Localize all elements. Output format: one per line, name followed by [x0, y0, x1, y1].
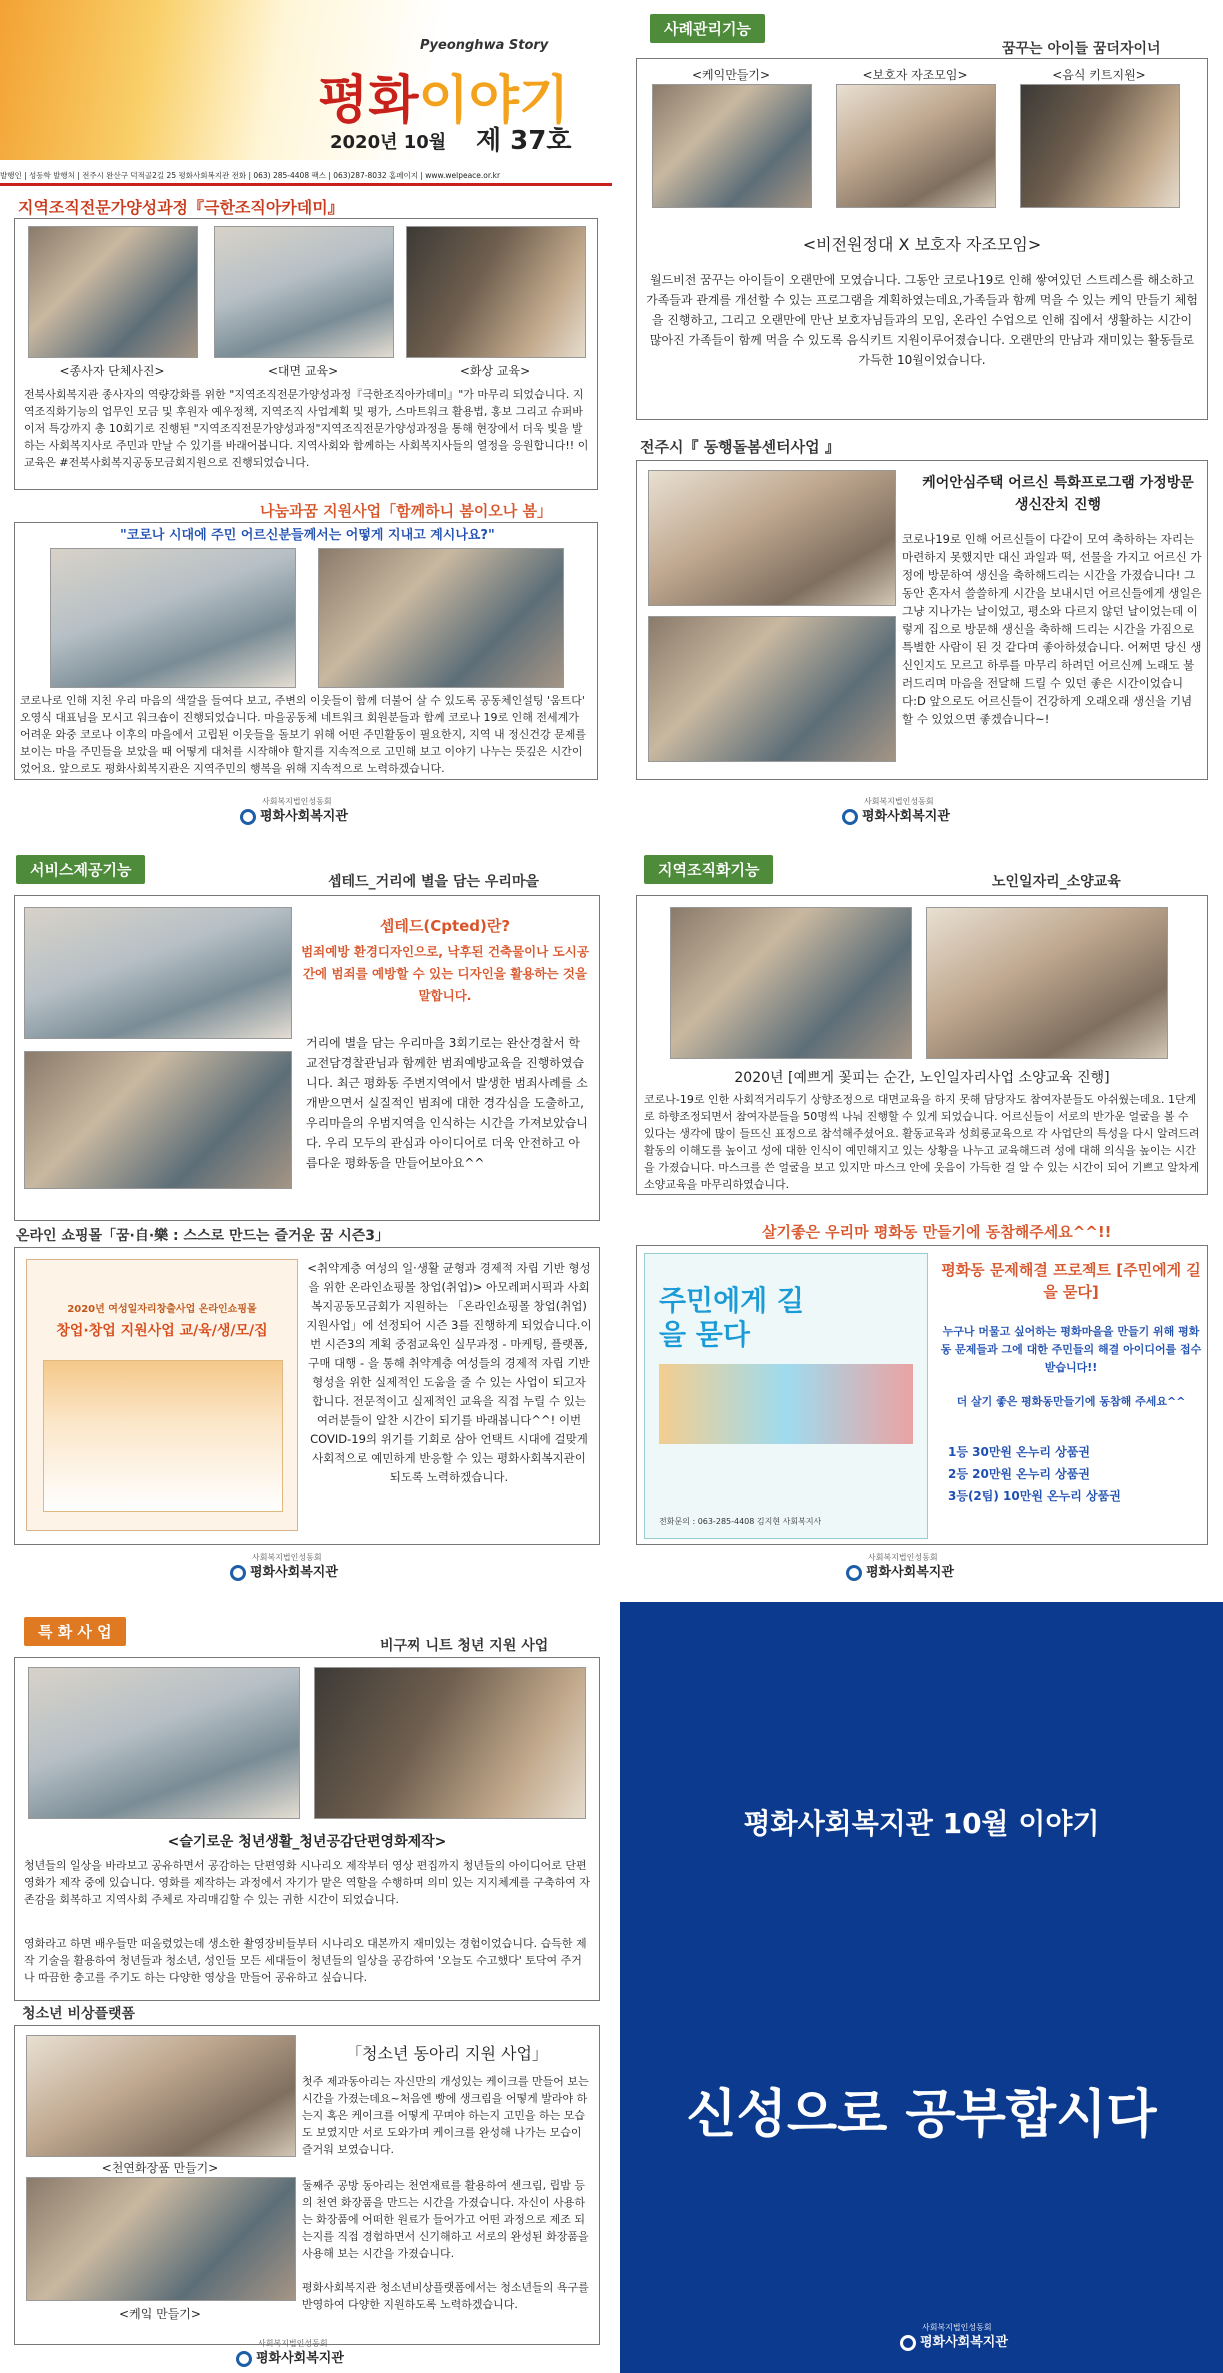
p3-s2-body: <취약계층 여성의 일·생활 균형과 경제적 자립 기반 형성을 위한 온라인쇼핑몰 창업(취업)> 아모레퍼시픽과 사회복지공동모금회가 지원하는 「온라인쇼핑몰 창업(취업)지원사업」에 선정되어 시즌 3를 진행하게 되었습니다.이번 시즌3의 계획 중점교육인 실무과정 - 마케팅, 플랫폼, 구매 대행 - 을 통해 취약계층 여성들의 경제적 자립 기반 형성을 위한 실제적인 도움을 줄 수 있는 사업이 되고자 합니다. 전문적이고 실제적인 교육을 직접 누릴 수 있는 여러분들이 알찬 시간이 되기를 바래봅니다^^! 이번 COVID-19의 위기를 기회로 삼아 언택트 시대에 걸맞게 사회적으로 예민하게 반응할 수 있는 평화사회복지관이 되도록 노력하겠습니다. [306, 1261, 592, 1484]
p2-caption-3: <음식 키트지원> [1052, 68, 1146, 82]
p4-prize-2: 2등 20만원 온누리 상품권 [948, 1467, 1090, 1481]
page-3 [0, 845, 612, 1550]
p5-s2-caption-2: <케잌 만들기> [119, 2307, 201, 2321]
org-logo-name: 평화사회복지관 [866, 1565, 954, 1580]
p2-title: <비전원정대 X 보호자 자조모임> [802, 235, 1042, 254]
p5-s2-body-1: 첫주 제과동아리는 자신만의 개성있는 케이크를 만들어 보는 시간을 가졌는데요~처음엔 빵에 생크림을 어떻게 발라야 하는지 혹은 케이크를 어떻게 꾸며야 하는지 고민을 하는 모습도 보였지만 서로 도와가며 케이크를 완성해 나가는 모습이 즐거워 보였습니다. [302, 2075, 589, 2156]
p4-title: 2020년 [예쁘게 꽃피는 순간, 노인일자리사업 소양교육 진행] [734, 1070, 1110, 1086]
p4-poster-art [659, 1364, 913, 1444]
s1-photo-2 [214, 226, 394, 358]
org-logo-name: 평화사회복지관 [862, 809, 950, 824]
masthead-english: Pyeonghwa Story [420, 38, 549, 53]
p3-headline: 셉테드_거리에 별을 담는 우리마을 [328, 874, 539, 890]
page-5 [0, 1605, 612, 2373]
p2-caption-2: <보호자 자조모임> [862, 68, 968, 82]
p3-poster-block [43, 1360, 283, 1512]
p3-q-text: 범죄예방 환경디자인으로, 낙후된 건축물이나 도시공간에 범죄를 예방할 수 있는 디자인을 활용하는 것을 말합니다. [301, 944, 589, 1003]
p3-q-title: 셉테드(Cpted)란? [379, 917, 511, 935]
org-logo-small: 사회복지법인성동회 [922, 2323, 992, 2332]
org-logo-name: 평화사회복지관 [250, 1565, 338, 1580]
p4-photo-1 [670, 907, 912, 1059]
p4-headline: 노인일자리_소양교육 [992, 874, 1121, 890]
p3-poster-a: 2020년 여성일자리창출사업 온라인쇼핑몰 [67, 1304, 257, 1315]
p2-photo-1 [652, 84, 812, 208]
page-1 [0, 0, 612, 790]
p3-poster-b: 창업·창업 지원사업 교/육/생/모/집 [56, 1323, 268, 1339]
p4-poster [644, 1253, 928, 1539]
org-logo-p4 [846, 1552, 954, 1581]
s1-title: 지역조직전문가양성과정『극한조직아카데미』 [18, 198, 344, 217]
p5-s2-body-3: 평화사회복지관 청소년비상플랫폼에서는 청소년들의 욕구를 반영하여 다양한 지원하도록 노력하겠습니다. [302, 2281, 589, 2311]
page-2 [622, 0, 1222, 790]
p5-s2-title: 청소년 비상플랫폼 [22, 2006, 136, 2022]
org-logo-p3 [230, 1552, 338, 1581]
p2-s2-photo-2 [648, 616, 896, 762]
p4-poster-note: 전화문의 : 063-285-4408 김지현 사회복지사 [659, 1517, 822, 1526]
p4-line2: 더 살기 좋은 평화동만들기에 동참해 주세요^^ [956, 1395, 1186, 1408]
logo-circle-icon [240, 809, 256, 825]
p2-s2-head: 케어안심주택 어르신 특화프로그램 가정방문 생신잔치 진행 [922, 475, 1194, 513]
p5-photo-1 [28, 1667, 300, 1819]
p4-photo-2 [926, 907, 1168, 1059]
org-logo-name: 평화사회복지관 [256, 2351, 344, 2366]
p4-prize-1: 1등 30만원 온누리 상품권 [948, 1445, 1090, 1459]
p2-caption-1: <케익만들기> [691, 68, 771, 82]
p3-photo-2 [24, 1051, 292, 1189]
p2-photo-2 [836, 84, 996, 208]
s2-photo-1 [50, 548, 296, 688]
p4-head: 평화동 문제해결 프로젝트 [주민에게 길을 묻다] [941, 1261, 1201, 1301]
s1-photo-3 [406, 226, 586, 358]
org-logo-p5 [236, 2338, 344, 2367]
p5-headline: 비구찌 니트 청년 지원 사업 [380, 1638, 549, 1654]
logo-circle-icon [842, 809, 858, 825]
org-logo-small: 사회복지법인성동회 [864, 797, 934, 806]
p5-s2-body-2: 둘째주 공방 동아리는 천연재료를 활용하여 센크림, 립밤 등의 천연 화장품을 만드는 시간을 가졌습니다. 자신이 사용하는 화장품에 어떠한 원료가 들어가고 어떤 과정으로 제조 되는지를 직접 경험하면서 신기해하고 서로의 완성된 화장품을 사용해 보는 시간을 가졌습니다. [302, 2179, 589, 2260]
org-logo-small: 사회복지법인성동회 [252, 1553, 322, 1562]
s1-caption-3: <화상 교육> [459, 364, 531, 378]
p2-photo-3 [1020, 84, 1180, 208]
p4-tag: 지역조직화기능 [644, 855, 773, 884]
p2-s2-body: 코로나19로 인해 어르신들이 다같이 모여 축하하는 자리는 마련하지 못했지만 대신 과일과 떡, 선물을 가지고 어르신 가정에 방문하여 생신을 축하해드리는 시간을 가졌습니다! 그동안 혼자서 쓸쓸하게 시간을 보내시던 어르신들에게 생일은 그냥 지나가는 날이었고, 평소와 다르지 않던 날이었는데 이렇게 집으로 방문해 생신을 축하해 드리는 시간을 가짐으로 특별한 사람이 된 것 같다며 좋아하셨습니다. 어쩌면 당신 생신인지도 모르고 하루를 마무리 하려던 어르신께 노래도 불러드리며 마음을 전달해 드릴 수 있던 좋은 시간이었습니다:D 앞으로도 어르신들이 건강하게 오래오래 생신을 기념할 수 있었으면 좋겠습니다~! [902, 532, 1202, 726]
p5-s2-photo-1 [26, 2035, 296, 2157]
s1-caption-2: <대면 교육> [267, 364, 339, 378]
logo-circle-icon [236, 2351, 252, 2367]
issue-number: 제 37호 [476, 126, 572, 156]
p2-body: 월드비전 꿈꾸는 아이들이 오랜만에 모였습니다. 그동안 코로나19로 인해 쌓여있던 스트레스를 해소하고 가족들과 관계를 개선할 수 있는 프로그램을 계획하였는데요,가족들과 함께 먹을 수 있는 케익 만들기 체험을 진행하고, 그리고 오랜만에 만난 보호자님들과의 모임, 온라인 수업으로 인해 집에서 생활하는 시간이 많아진 가족들이 함께 먹을 수 있도록 음식키트 지원이루어졌습니다. 오랜만의 만남과 재미있는 활동들로 가득한 10월이었습니다. [646, 273, 1198, 367]
p5-body-2: 영화라고 하면 배우들만 떠올렸었는데 생소한 촬영장비들부터 시나리오 대본까지 재미있는 경험이었습니다. 습득한 제작 기술을 활용하여 청년들과 청소년, 성인들 모든 세대들이 청년들의 일상을 공감하여 '오늘도 수고했다' 토닥여 주거나 따끔한 충고를 주기도 하는 다양한 영상을 만들어 공유하고 싶습니다. [24, 1937, 587, 1984]
org-logo-small: 사회복지법인성동회 [258, 2339, 328, 2348]
p2-tag: 사례관리기능 [650, 14, 765, 43]
p5-s2-photo-2 [26, 2177, 296, 2301]
p4-poster-title: 주민에게 길을 묻다 [659, 1284, 804, 1351]
page-4 [622, 845, 1222, 1550]
masthead-rule [0, 183, 612, 186]
page-6-back-cover [620, 1602, 1223, 2373]
p2-s2-photo-1 [648, 470, 896, 606]
s1-caption-1: <종사자 단체사진> [59, 364, 165, 378]
back-cover-title: 평화사회복지관 10월 이야기 [743, 1807, 1100, 1840]
p2-s2-title: 전주시『 동행돌봄센터사업 』 [640, 438, 840, 456]
publisher-info: 발행인 | 성동학 발행처 | 전주시 완산구 덕적골2길 25 평화사회복지관 전화 | 063) 285-4408 팩스 | 063)287-8032 홈페이지 | www.welpeace.or.kr [0, 171, 501, 180]
p4-prize-3: 3등(2팀) 10만원 온누리 상품권 [948, 1489, 1121, 1503]
issue-date: 2020년 10월 [330, 132, 447, 153]
p3-photo-1 [24, 907, 292, 1039]
title-part-a: 평화 [318, 70, 419, 131]
p3-poster [26, 1259, 298, 1531]
p5-photo-2 [314, 1667, 586, 1819]
s1-body: 전북사회복지관 종사자의 역량강화를 위한 "지역조직전문가양성과정『극한조직아카데미』"가 마무리 되었습니다. 지역조직화기능의 업무인 모금 및 후원자 예우정책, 지역조직 사업계획 및 평가, 스마트워크 활용법, 홍보 그리고 슈퍼바이저 특강까지 총 10회기로 진행된 "지역조직전문가양성과정"지역조직전문가양성과정을 통해 현장에서 더욱 빛을 발하는 사회복지사로 주민과 만날 수 있기를 바래어봅니다. 지역사회와 함께하는 사회복지사들의 열정을 응원합니다!! 이교육은 #전북사회복지공동모금회지원으로 진행되었습니다. [24, 388, 589, 469]
org-logo-name: 평화사회복지관 [260, 809, 348, 824]
s2-body: 코로나로 인해 지친 우리 마음의 색깔을 들여다 보고, 주변의 이웃들이 함께 더불어 살 수 있도록 공동체인설팅 '움트다' 오영식 대표님을 모시고 워크숍이 진행되었습니다. 마을공동체 네트워크 회원분들과 함께 코로나 19로 인해 전세계가 어려운 와중 코로나 이후의 마을에서 고립된 이웃들을 돌보기 위해 어떤 주민활동이 필요한지, 지역 내 정신건강 문제를 보이는 마을 주민들을 보았을 때 어떻게 대처를 시작해야 할지를 지속적으로 고민해 보고 이야기 나누는 뜻깊은 시간이었어요. 앞으로도 평화사회복지관은 지역주민의 행복을 위해 지속적으로 노력하겠습니다. [20, 694, 586, 775]
s1-photo-1 [28, 226, 198, 358]
logo-circle-icon [900, 2335, 916, 2351]
title-part-b: 이야기 [418, 70, 570, 131]
p5-tag: 특 화 사 업 [24, 1617, 126, 1646]
p4-line1: 누구나 머물고 싶어하는 평화마을을 만들기 위해 평화동 문제들과 그에 대한 주민들의 해결 아이디어를 접수 받습니다!! [940, 1325, 1202, 1374]
p3-s2-title: 온라인 쇼핑몰「꿈·自·樂 : 스스로 만드는 즐거운 꿈 시즌3」 [16, 1228, 390, 1244]
org-logo-small: 사회복지법인성동회 [262, 797, 332, 806]
p4-s2-title: 살기좋은 우리마 평화동 만들기에 동참해주세요^^!! [762, 1223, 1112, 1241]
p5-s2-head: 「청소년 동아리 지원 사업」 [346, 2044, 548, 2063]
p3-tag: 서비스제공기능 [16, 855, 145, 884]
p3-body: 거리에 별을 담는 우리마을 3회기로는 완산경찰서 학교전담경찰관님과 함께한 범죄예방교육을 진행하였습니다. 최근 평화동 주변지역에서 발생한 범죄사례를 소개받으면서 실질적인 범죄에 대한 경각심을 도출하고, 우리마을의 우범지역을 인식하는 시간을 가져보았습니다. 우리 모두의 관심과 아이디어로 더욱 안전하고 아름다운 평화동을 만들어보아요^^ [306, 1036, 588, 1170]
logo-circle-icon [846, 1565, 862, 1581]
p4-body: 코로나-19로 인한 사회적거리두기 상향조정으로 대면교육을 하지 못해 담당자도 참여자분들도 아쉬웠는데요. 1단계로 하향조정되면서 참여자분들을 50명씩 나눠 진행할 수 있게 되었습니다. 어르신들이 서로의 반가운 얼굴을 볼 수 있다는 생각에 많이 들뜨신 표정으로 참석해주셨어요. 활동교육과 성희롱교육으로 각 사업단의 특성을 다시 알려드려 활동의 이해도를 높이고 성에 대한 인식이 예민해지고 있는 상황을 나누고 교육해드려 성에 대해 의식을 높이는 시간을 가졌습니다. 마스크를 쓴 얼굴을 보고 있지만 마스크 안에 웃음이 가득한 걸 알 수 있는 시간이 되어 기쁘고 알차게 소양교육을 마무리하였습니다. [644, 1093, 1200, 1191]
org-logo-p2 [842, 796, 950, 825]
org-logo-name: 평화사회복지관 [920, 2335, 1008, 2350]
p5-body-1: 청년들의 일상을 바라보고 공유하면서 공감하는 단편영화 시나리오 제작부터 영상 편집까지 청년들의 아이디어로 단편영화가 제작 중에 있습니다. 영화를 제작하는 과정에서 자기가 맡은 역할을 수행하며 의미 있는 지지체계를 구축하여 자존감을 회복하고 지역사회 주체로 자리매김할 수 있는 귀한 시간이 되었습니다. [24, 1859, 590, 1906]
p5-title: <슬기로운 청년생활_청년공감단편영화제작> [167, 1834, 447, 1850]
logo-circle-icon [230, 1565, 246, 1581]
back-cover-logo [900, 2322, 1008, 2351]
p5-s2-caption-1: <천연화장품 만들기> [101, 2161, 219, 2175]
s2-title: 나눔과꿈 지원사업「함께하니 봄이오나 봄」 [260, 502, 552, 520]
org-logo-small: 사회복지법인성동회 [868, 1553, 938, 1562]
p2-headline: 꿈꾸는 아이들 꿈더자이너 [1002, 41, 1161, 57]
back-cover-slogan: 신성으로 공부합시다 [686, 2085, 1157, 2145]
s2-subtitle: "코로나 시대에 주민 어르신분들께서는 어떻게 지내고 계시나요?" [120, 528, 495, 543]
s2-photo-2 [318, 548, 564, 688]
org-logo-p1 [240, 796, 348, 825]
